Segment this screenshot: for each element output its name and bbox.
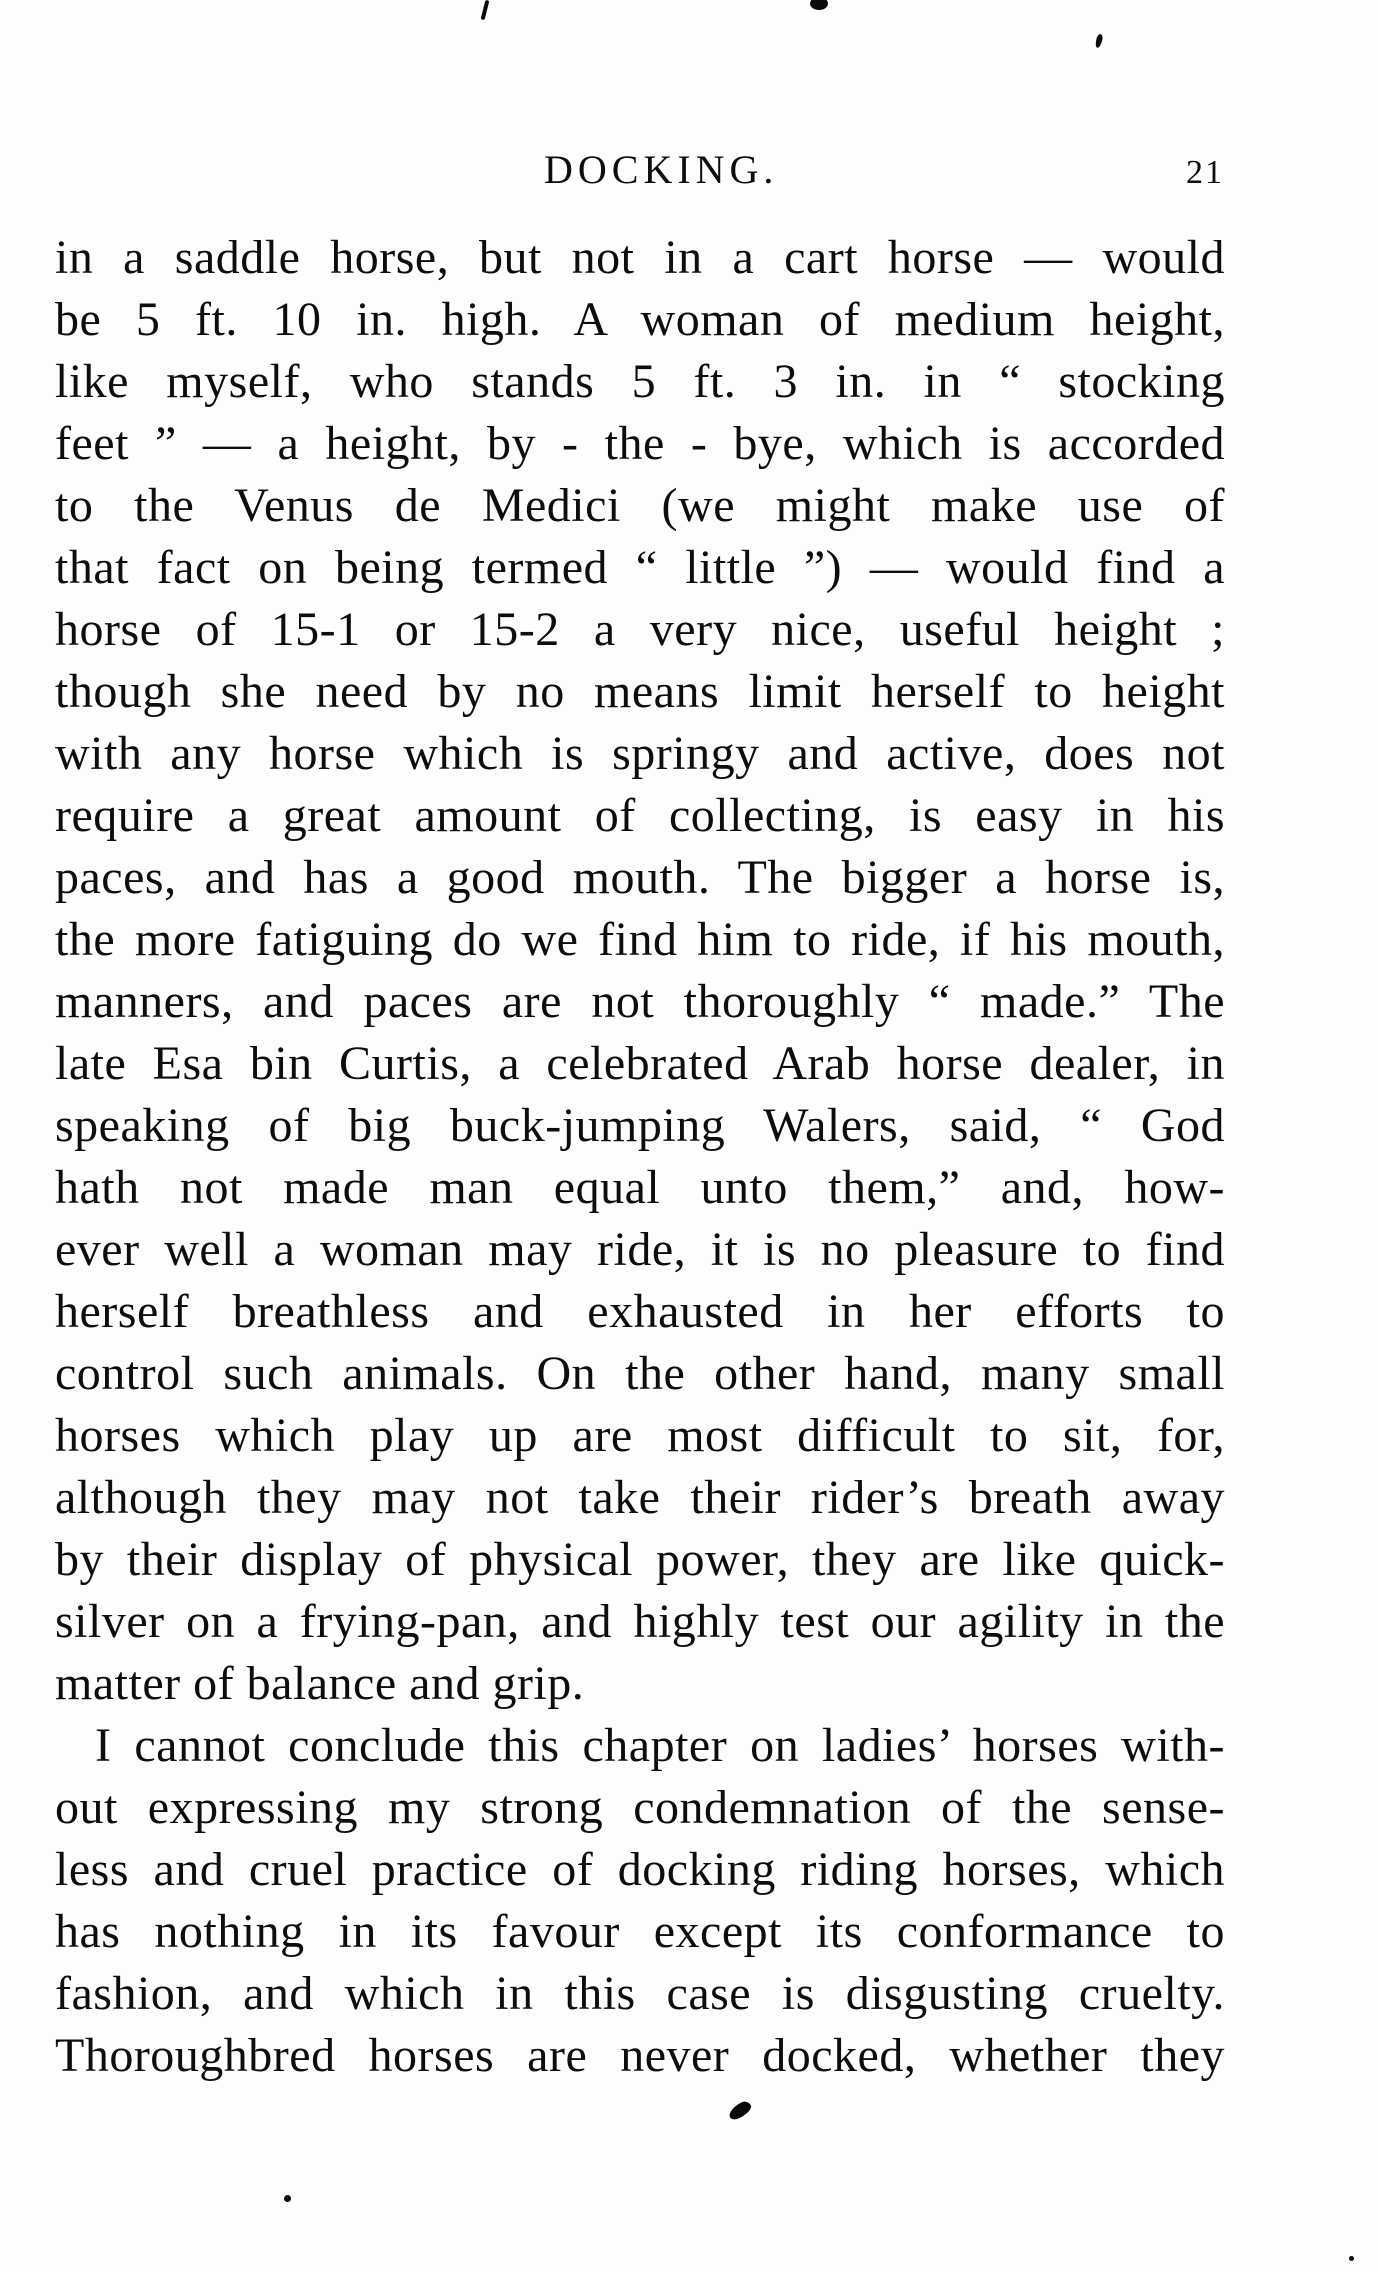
- text-line: that fact on being termed “ little ”) — would find a: [55, 541, 1225, 594]
- running-header-title: DOCKING.: [544, 147, 779, 192]
- text-line: though she need by no means limit herself to height: [55, 665, 1225, 718]
- text-line: I cannot conclude this chapter on ladies’ horses with-: [95, 1719, 1225, 1772]
- text-line: horses which play up are most difficult to sit, for,: [55, 1409, 1225, 1462]
- text-line: like myself, who stands 5 ft. 3 in. in “ stocking: [55, 355, 1225, 408]
- text-line: although they may not take their rider’s breath away: [55, 1471, 1225, 1524]
- text-line: fashion, and which in this case is disgusting cruelty.: [55, 1967, 1225, 2020]
- text-line: by their display of physical power, they are like quick-: [55, 1533, 1225, 1586]
- ink-speck-corner-dot: [1349, 2256, 1354, 2261]
- text-line: with any horse which is springy and active, does not: [55, 727, 1225, 780]
- body-text: [55, 227, 1225, 2087]
- text-line: Thoroughbred horses are never docked, whether they: [55, 2029, 1225, 2082]
- ink-speck-bottom-dot: [284, 2195, 291, 2202]
- text-line: has nothing in its favour except its conformance to: [55, 1905, 1225, 1958]
- ink-speck-top-comma: [1094, 33, 1103, 48]
- ink-speck-under-docked: [726, 2099, 753, 2122]
- text-line: in a saddle horse, but not in a cart horse — would: [55, 231, 1225, 284]
- text-line: feet ” — a height, by - the - bye, which is accorded: [55, 417, 1225, 470]
- text-line: control such animals. On the other hand, many small: [55, 1347, 1225, 1400]
- text-line: out expressing my strong condemnation of the sense-: [55, 1781, 1225, 1834]
- text-line: herself breathless and exhausted in her efforts to: [55, 1285, 1225, 1338]
- text-line: manners, and paces are not thoroughly “ made.” The: [55, 975, 1225, 1028]
- text-line: matter of balance and grip.: [55, 1657, 585, 1710]
- text-line: be 5 ft. 10 in. high. A woman of medium height,: [55, 293, 1225, 346]
- page-number: 21: [1186, 154, 1224, 191]
- text-line: require a great amount of collecting, is easy in his: [55, 789, 1225, 842]
- text-line: speaking of big buck-jumping Walers, said, “ God: [55, 1099, 1225, 1152]
- text-line: paces, and has a good mouth. The bigger a horse is,: [55, 851, 1225, 904]
- text-line: silver on a frying-pan, and highly test our agility in the: [55, 1595, 1225, 1648]
- text-line: hath not made man equal unto them,” and, how-: [55, 1161, 1225, 1214]
- ink-speck-top-blob: [810, 0, 828, 10]
- text-line: late Esa bin Curtis, a celebrated Arab horse dealer, in: [55, 1037, 1225, 1090]
- text-line: the more fatiguing do we find him to ride, if his mouth,: [55, 913, 1225, 966]
- text-line: to the Venus de Medici (we might make use of: [55, 479, 1225, 532]
- ink-speck-top-slash: [481, 0, 490, 20]
- text-line: less and cruel practice of docking riding horses, which: [55, 1843, 1225, 1896]
- text-line: horse of 15-1 or 15-2 a very nice, useful height ;: [55, 603, 1225, 656]
- text-line: ever well a woman may ride, it is no pleasure to find: [55, 1223, 1225, 1276]
